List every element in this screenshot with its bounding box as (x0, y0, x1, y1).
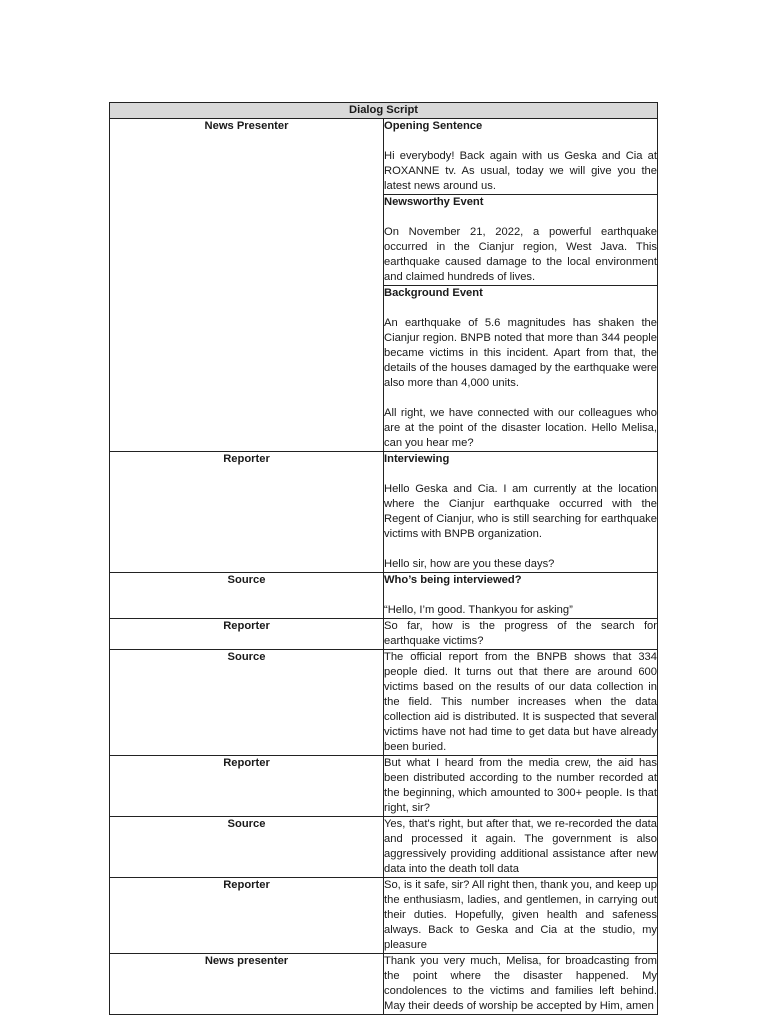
dialog-paragraph: Hello Geska and Cia. I am currently at the location where the Cianjur earthquake occurred with the Regent of Cianjur, who is still searching for earthquake victims with BNPB organization. (384, 483, 657, 540)
dialog-content (384, 817, 658, 878)
table-row (110, 619, 658, 650)
dialog-paragraph: Thank you very much, Melisa, for broadcasting from the point where the disaster happened. My condolences to the victims and families left behind. May their deeds of worship be accepted by Him, amen (384, 955, 657, 1012)
dialog-paragraph: Hello sir, how are you these days? (384, 558, 555, 570)
section-heading: Who’s being interviewed? (384, 574, 522, 586)
dialog-paragraph: So, is it safe, sir? All right then, thank you, and keep up the enthusiasm, ladies, and gentlemen, in carrying out their duties. Hopefully, given health and safeness always. Back to Geska and Cia at the studio, my pleasure (384, 879, 657, 951)
dialog-paragraph: But what I heard from the media crew, the aid has been distributed according to the number recorded at the beginning, which amounted to 300+ people. Is that right, sir? (384, 757, 657, 814)
dialog-paragraph: “Hello, I’m good. Thankyou for asking” (384, 604, 573, 616)
section-heading: Interviewing (384, 453, 450, 465)
dialog-paragraph: All right, we have connected with our colleagues who are at the point of the disaster location. Hello Melisa, can you hear me? (384, 407, 657, 449)
dialog-content (384, 650, 658, 756)
table-row (110, 954, 658, 1015)
table-row (110, 452, 658, 573)
table-row (110, 817, 658, 878)
speaker-role: Reporter (110, 756, 384, 817)
dialog-paragraph: The official report from the BNPB shows that 334 people died. It turns out that there are around 600 victims based on the results of our data collection in the field. This number increases when the data collection aid is distributed. It is suspected that several victims have not had time to get data but have already been buried. (384, 651, 657, 753)
speaker-role: Source (110, 573, 384, 619)
section-heading: Background Event (384, 287, 483, 299)
table-row (110, 878, 658, 954)
table-body (110, 119, 658, 1015)
table-row (110, 650, 658, 756)
speaker-role: Source (110, 650, 384, 756)
speaker-role: News Presenter (110, 119, 384, 452)
table-row (110, 756, 658, 817)
table-title: Dialog Script (110, 103, 658, 119)
table-row (110, 119, 658, 195)
table-row (110, 573, 658, 619)
dialog-content (384, 286, 658, 452)
document-page (109, 102, 658, 1015)
dialog-content (384, 954, 658, 1015)
section-heading: Opening Sentence (384, 120, 483, 132)
dialog-content (384, 119, 658, 195)
dialog-content (384, 878, 658, 954)
dialog-content (384, 619, 658, 650)
dialog-paragraph: Yes, that's right, but after that, we re-recorded the data and processed it again. The government is also aggressively providing additional assistance after new data into the death toll data (384, 818, 657, 875)
speaker-role: News presenter (110, 954, 384, 1015)
dialog-content (384, 573, 658, 619)
table-header-row (110, 103, 658, 119)
speaker-role: Reporter (110, 452, 384, 573)
dialog-paragraph: So far, how is the progress of the search for earthquake victims? (384, 620, 657, 647)
dialog-content (384, 195, 658, 286)
speaker-role: Reporter (110, 619, 384, 650)
section-heading: Newsworthy Event (384, 196, 484, 208)
dialog-paragraph: Hi everybody! Back again with us Geska and Cia at ROXANNE tv. As usual, today we will give you the latest news around us. (384, 150, 657, 192)
dialog-paragraph: On November 21, 2022, a powerful earthquake occurred in the Cianjur region, West Java. This earthquake caused damage to the local environment and claimed hundreds of lives. (384, 226, 657, 283)
dialog-content (384, 756, 658, 817)
dialog-paragraph: An earthquake of 5.6 magnitudes has shaken the Cianjur region. BNPB noted that more than 344 people became victims in this incident. Apart from that, the details of the houses damaged by the earthquake were also more than 4,000 units. (384, 317, 657, 389)
dialog-content (384, 452, 658, 573)
speaker-role: Source (110, 817, 384, 878)
speaker-role: Reporter (110, 878, 384, 954)
dialog-script-table (109, 102, 658, 1015)
